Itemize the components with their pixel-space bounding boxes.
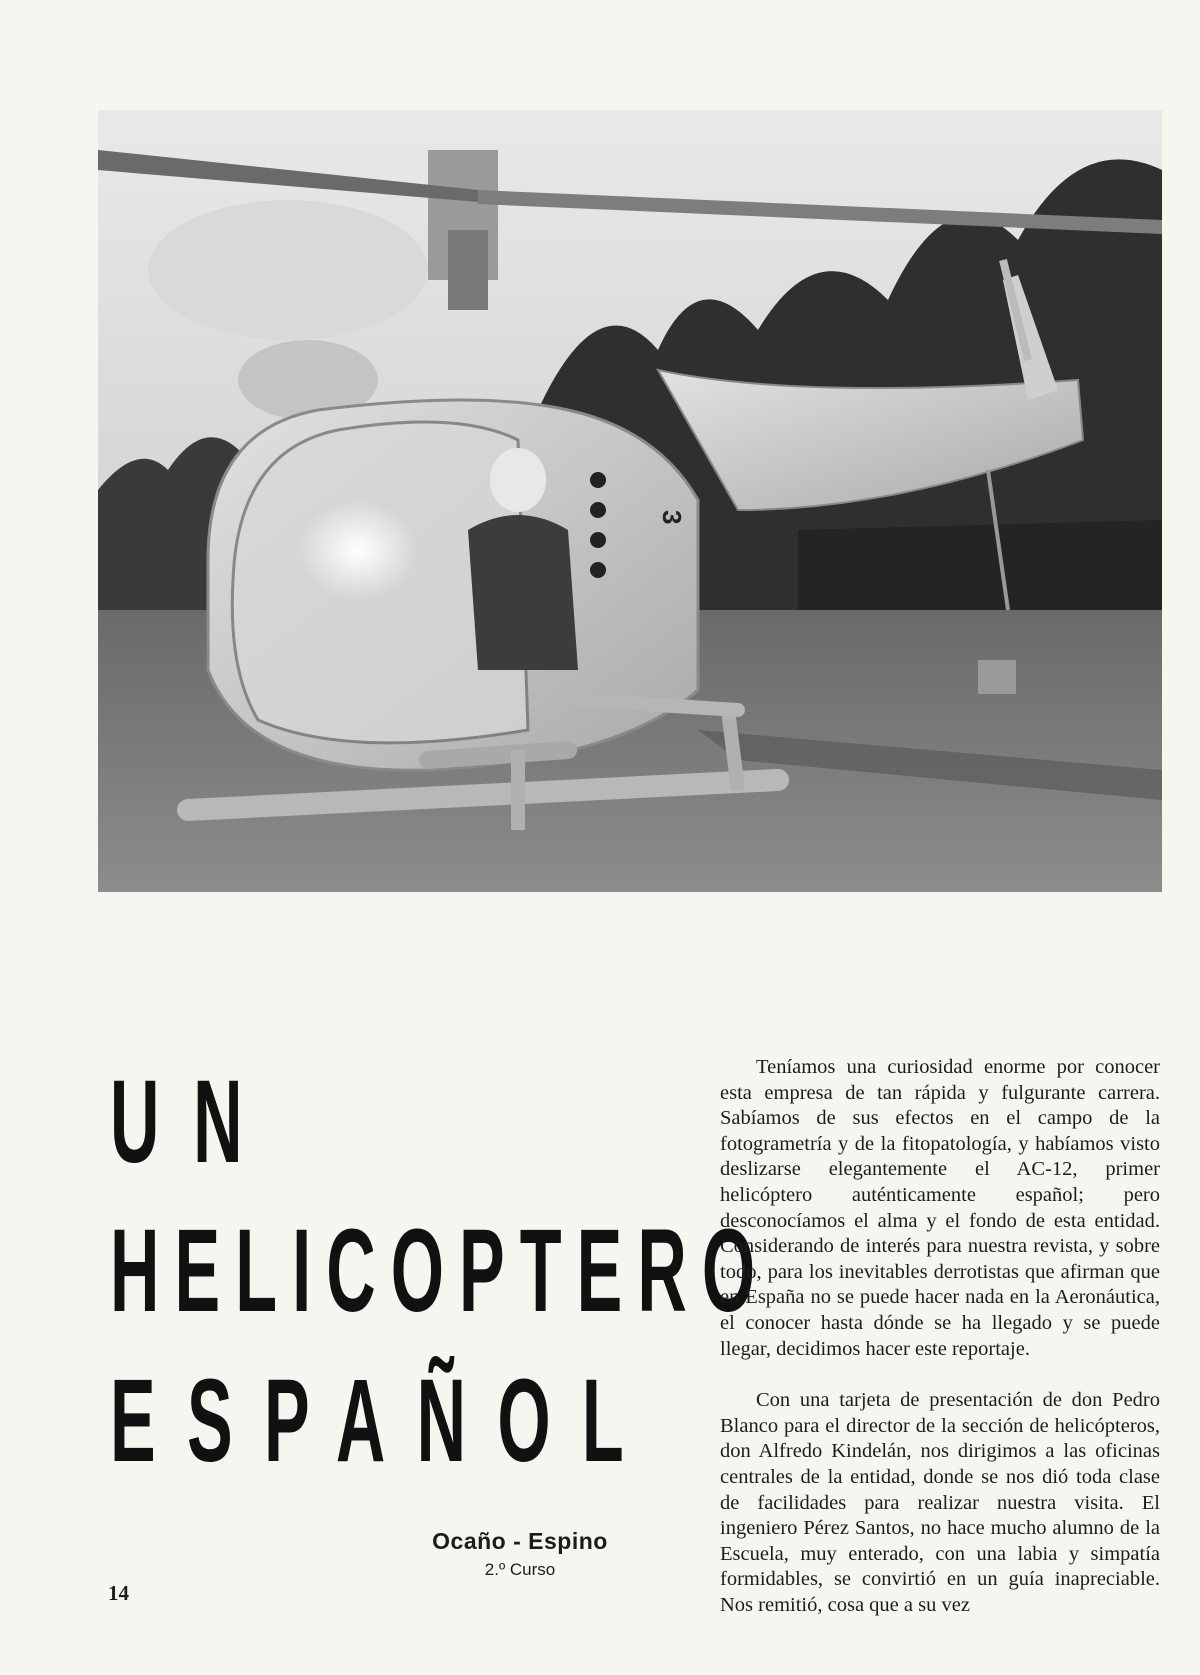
- headline-line-2: HELICOPTERO: [110, 1205, 771, 1337]
- helicopter-illustration: [98, 110, 1162, 892]
- article-paragraph-1: Teníamos una curiosidad enorme por conocer esta empresa de tan rápida y fulgurante carrera. Sabíamos de sus efectos en el campo de la fotogrametría y de la fitopatología, y habíamos visto deslizarse elegantemente el AC-12, primer helicóptero auténticamente español; pero desconocíamos el alma y el fondo de esta entidad. Considerando de interés para nuestra revista, y sobre todo, para los inevitables derrotistas que afirman que en España no se puede hacer nada en la Aeronáutica, el conocer hasta dónde se ha llegado y se puede llegar, decidimos hacer este reportaje.: [720, 1056, 1160, 1360]
- headline-line-3: ESPAÑOL: [110, 1355, 656, 1487]
- helicopter-photo: [98, 110, 1162, 892]
- article-body: [720, 1055, 1160, 1618]
- fuselage-number: 3: [657, 510, 687, 525]
- article-paragraph-2: Con una tarjeta de presentación de don Pedro Blanco para el director de la sección de helicópteros, don Alfredo Kindelán, nos dirigimos a las oficinas centrales de la entidad, donde se nos dió toda clase de facilidades para realizar nuestra visita. El ingeniero Pérez Santos, no hace mucho alumno de la Escuela, muy enterado, con una labia y simpatía formidables, se convirtió en un guía inapreciable. Nos remitió, cosa que a su vez: [720, 1389, 1160, 1616]
- byline-authors: Ocaño - Espino: [432, 1528, 608, 1554]
- headline-line-1: UN: [110, 1056, 277, 1188]
- byline-course: 2.º Curso: [484, 1560, 556, 1579]
- page-number: 14: [108, 1581, 129, 1605]
